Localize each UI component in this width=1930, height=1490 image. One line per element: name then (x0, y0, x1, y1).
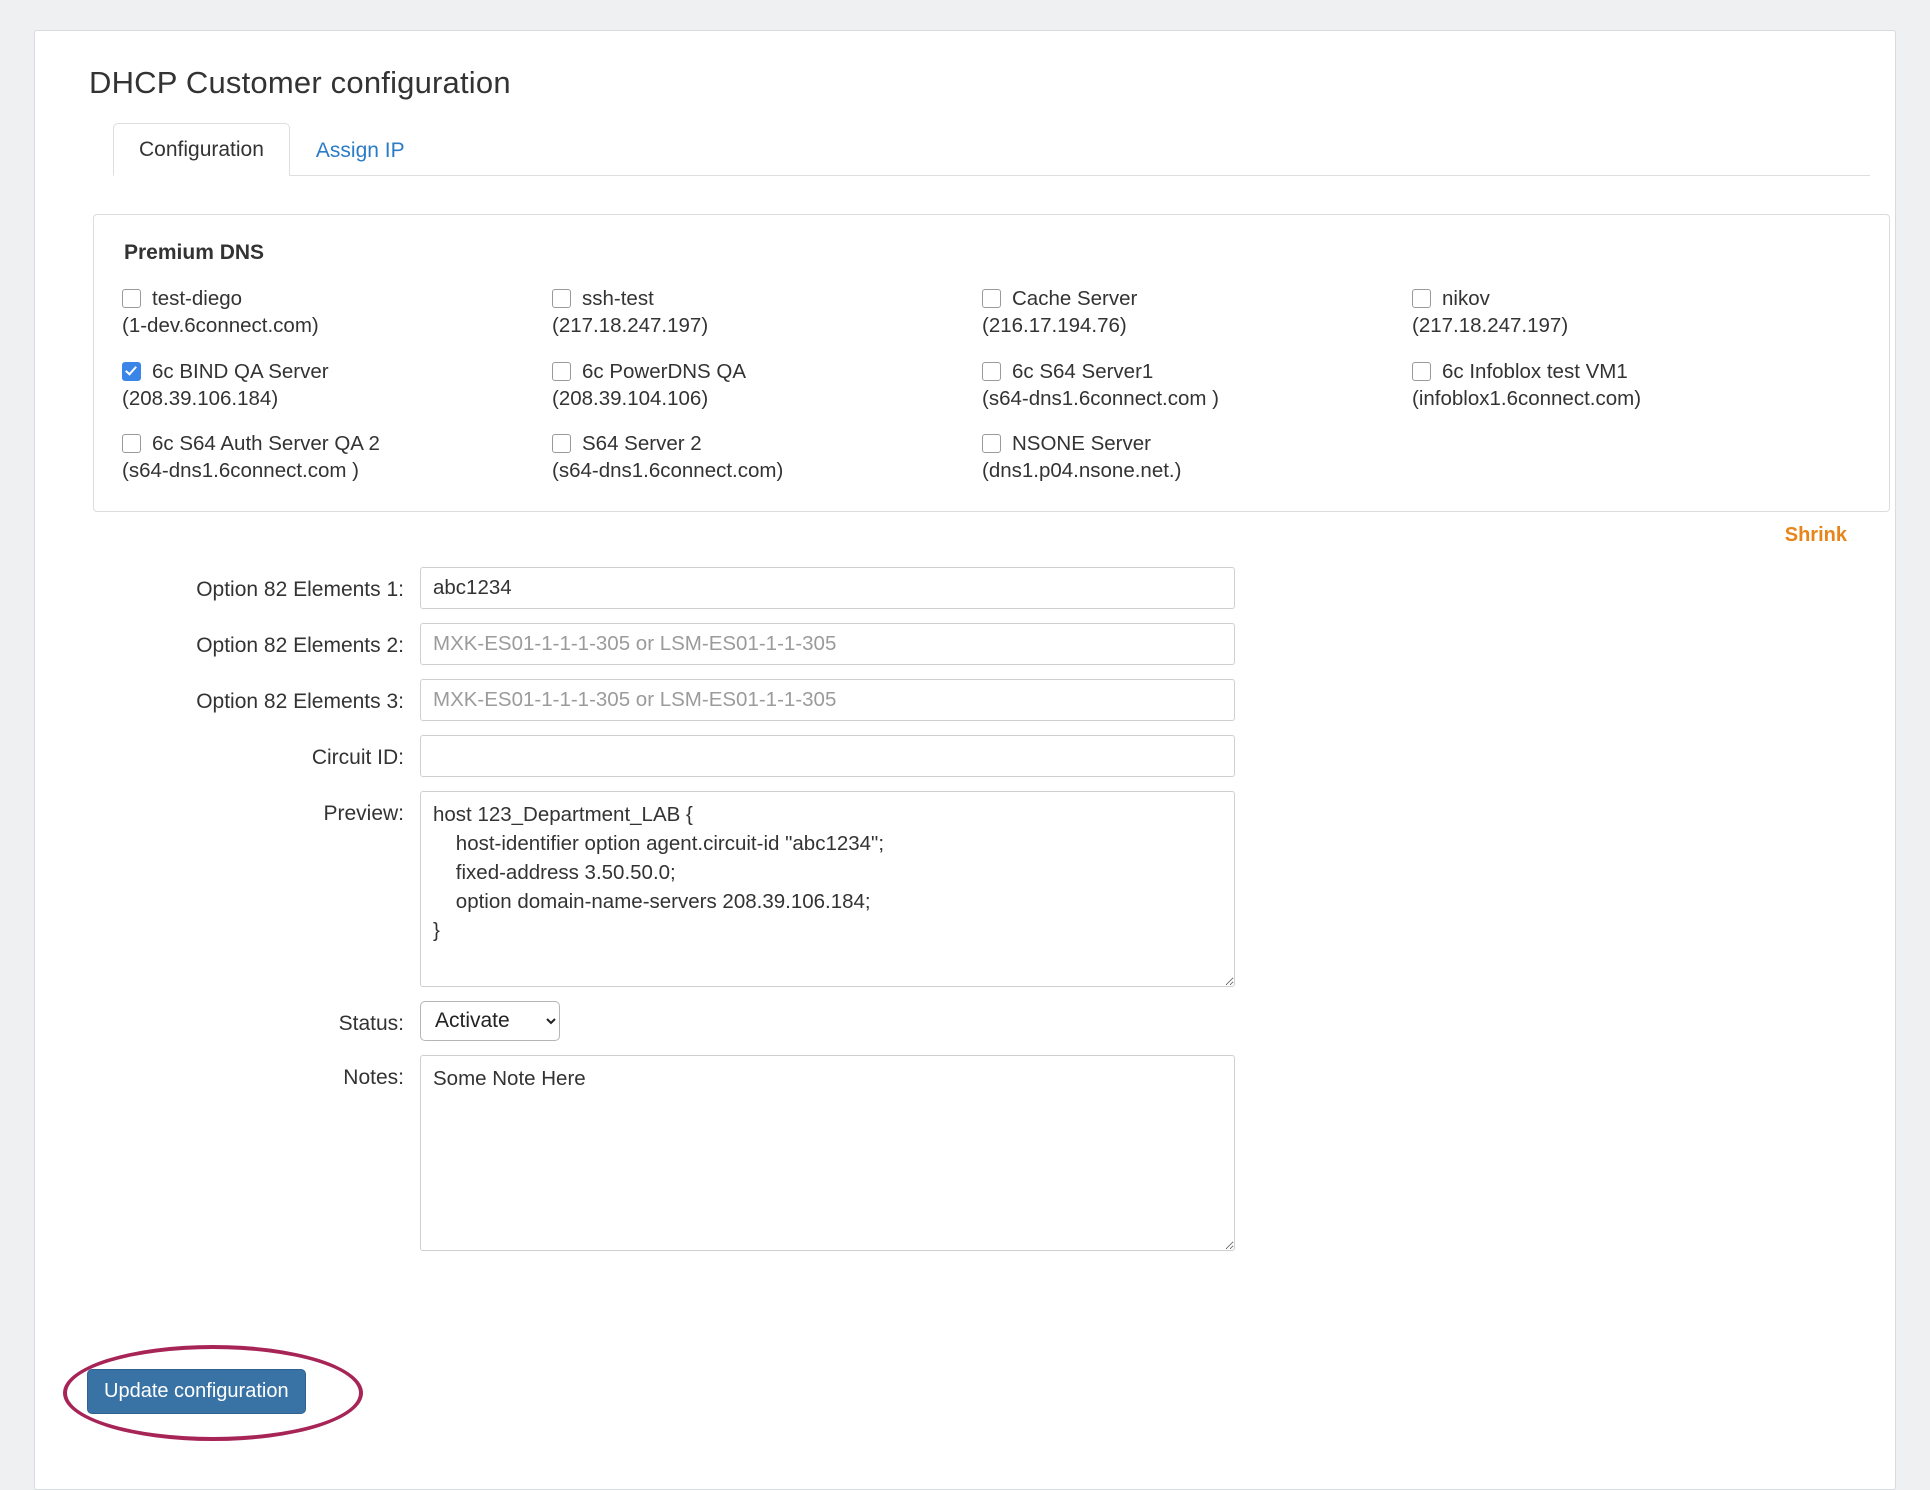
dns-server-checkbox[interactable] (122, 362, 141, 381)
premium-dns-heading: Premium DNS (124, 241, 265, 264)
dns-server-name: 6c Infoblox test VM1 (1442, 359, 1628, 383)
dns-server-checkbox[interactable] (122, 289, 141, 308)
option82-1-label: Option 82 Elements 1: (196, 577, 404, 601)
tab-bar (113, 123, 1870, 176)
option82-3-input[interactable] (420, 679, 1235, 721)
dns-server-checkbox[interactable] (1412, 362, 1431, 381)
form-row-notes (65, 1055, 1865, 1251)
dns-server-checkbox[interactable] (552, 362, 571, 381)
dns-server-option (122, 358, 552, 413)
dns-server-option (552, 285, 982, 340)
dns-server-host: (s64-dns1.6connect.com) (552, 459, 784, 483)
dns-server-host: (dns1.p04.nsone.net.) (982, 459, 1182, 483)
dns-server-option (1412, 285, 1842, 340)
dns-server-name: 6c PowerDNS QA (582, 359, 747, 383)
dns-server-host: (217.18.247.197) (552, 314, 709, 338)
form-row-preview (65, 791, 1865, 987)
dns-server-option (1412, 358, 1842, 413)
dns-server-host: (infoblox1.6connect.com) (1412, 386, 1642, 410)
preview-textarea[interactable] (420, 791, 1235, 987)
dns-server-option (552, 430, 982, 485)
dns-server-checkbox[interactable] (982, 362, 1001, 381)
dns-server-name: NSONE Server (1012, 432, 1151, 455)
dns-server-option (122, 285, 552, 340)
form-row-circuit-id (65, 735, 1865, 777)
dns-server-host: (s64-dns1.6connect.com ) (122, 459, 360, 483)
option82-1-input[interactable] (420, 567, 1235, 609)
dns-server-host: (208.39.106.184) (122, 386, 279, 410)
dns-server-option (122, 430, 552, 485)
dns-server-checkbox[interactable] (982, 289, 1001, 308)
dns-server-option (982, 430, 1412, 485)
dns-server-name: ssh-test (582, 287, 654, 310)
form-row-option82-2 (65, 623, 1865, 665)
configuration-form (65, 567, 1865, 1251)
dns-server-checkbox[interactable] (552, 289, 571, 308)
dns-server-name: test-diego (152, 287, 243, 310)
update-configuration-button[interactable]: Update configuration (87, 1369, 306, 1414)
form-row-option82-1 (65, 567, 1865, 609)
dns-server-host: (208.39.104.106) (552, 386, 709, 410)
dns-server-host: (1-dev.6connect.com) (122, 314, 319, 338)
status-select[interactable] (420, 1001, 560, 1041)
dns-server-option (552, 358, 982, 413)
dns-server-checkbox[interactable] (982, 434, 1001, 453)
update-configuration-area (63, 1345, 363, 1441)
premium-dns-grid (122, 285, 1861, 485)
option82-3-label: Option 82 Elements 3: (196, 689, 404, 713)
notes-textarea[interactable] (420, 1055, 1235, 1251)
dns-server-checkbox[interactable] (122, 434, 141, 453)
dns-server-host: (s64-dns1.6connect.com ) (982, 386, 1220, 410)
notes-label: Notes: (343, 1065, 404, 1089)
dhcp-configuration-panel (34, 30, 1896, 1490)
tab-configuration[interactable]: Configuration (113, 123, 290, 176)
dns-server-name: S64 Server 2 (582, 432, 702, 455)
shrink-link[interactable]: Shrink (1784, 523, 1847, 546)
dns-server-name: Cache Server (1012, 287, 1138, 310)
dns-server-name: nikov (1442, 287, 1490, 310)
dns-server-option (982, 358, 1412, 413)
circuit-id-label: Circuit ID: (311, 745, 404, 769)
option82-2-label: Option 82 Elements 2: (196, 633, 404, 657)
form-row-option82-3 (65, 679, 1865, 721)
tab-assign-ip[interactable]: Assign IP (315, 139, 405, 162)
dns-server-checkbox[interactable] (1412, 289, 1431, 308)
premium-dns-section (93, 214, 1890, 512)
dns-server-host: (216.17.194.76) (982, 314, 1127, 338)
circuit-id-input[interactable] (420, 735, 1235, 777)
option82-2-input[interactable] (420, 623, 1235, 665)
form-row-status (65, 1001, 1865, 1041)
status-label: Status: (338, 1011, 404, 1035)
dns-server-option (982, 285, 1412, 340)
dns-server-checkbox[interactable] (552, 434, 571, 453)
dns-server-name: 6c S64 Server1 (1012, 359, 1154, 383)
preview-label: Preview: (323, 801, 404, 825)
dns-server-name: 6c BIND QA Server (152, 359, 329, 383)
dns-server-host: (217.18.247.197) (1412, 314, 1569, 338)
page-title: DHCP Customer configuration (89, 65, 511, 100)
dns-server-name: 6c S64 Auth Server QA 2 (152, 432, 380, 455)
